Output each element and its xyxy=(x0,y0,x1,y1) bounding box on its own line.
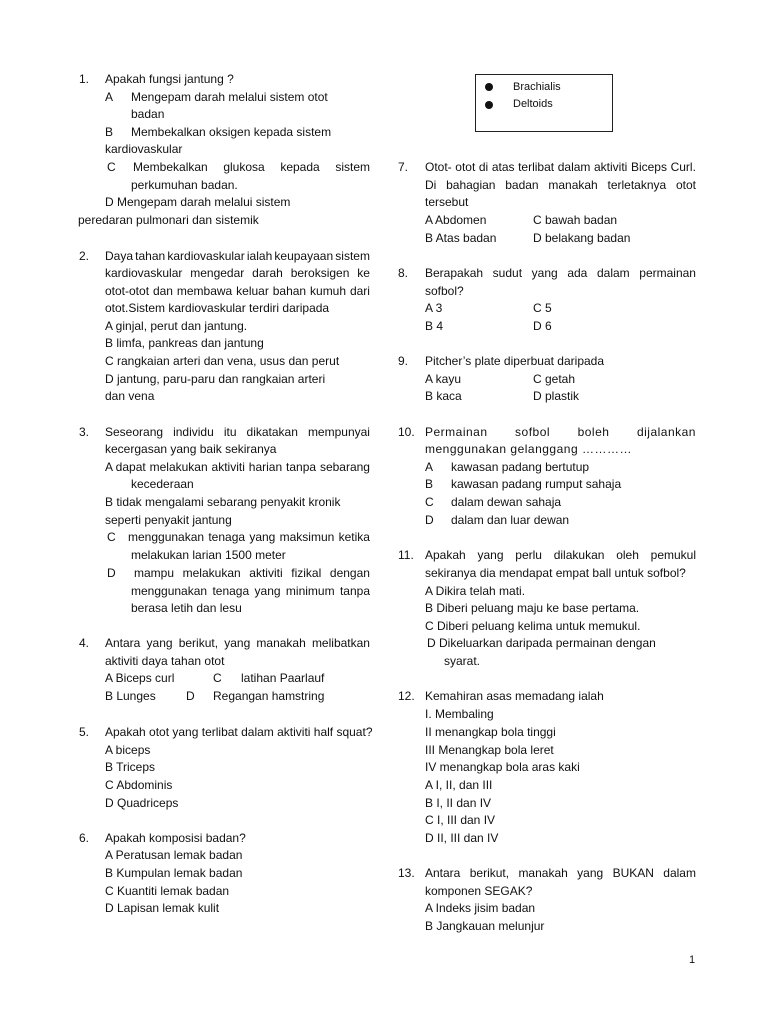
option-a: A dapat melakukan aktiviti harian tanpa sebarang xyxy=(105,460,370,474)
question-text-line-3: tersebut xyxy=(425,195,469,209)
option-b: B I, II dan IV xyxy=(425,796,492,810)
option-a: A I, II, dan III xyxy=(425,778,493,792)
muscle-list-box xyxy=(475,74,613,132)
question-number: 13. xyxy=(398,866,415,880)
option-a: kawasan padang bertutup xyxy=(451,460,590,474)
option-b: kawasan padang rumput sahaja xyxy=(451,477,622,491)
question-text-line-3: otot-otot dan membawa keluar bahan kumuh dari xyxy=(105,284,370,298)
option-a: A 3 xyxy=(425,301,443,315)
option-b: Membekalkan oksigen kepada sistem xyxy=(131,125,332,139)
option-a: A Peratusan lemak badan xyxy=(105,848,243,862)
option-c: C I, III dan IV xyxy=(425,813,496,827)
option-c: C 5 xyxy=(533,301,552,315)
statement-ii: II menangkap bola tinggi xyxy=(425,725,556,739)
option-b: B Lunges xyxy=(105,689,156,703)
question-number: 5. xyxy=(79,725,90,739)
option-a: A ginjal, perut dan jantung. xyxy=(105,319,248,333)
option-d: Regangan hamstring xyxy=(213,689,325,703)
muscle-item: Deltoids xyxy=(513,98,553,110)
question-text-line-2: sekiranya dia mendapat empat ball untuk sofbol? xyxy=(425,566,686,580)
option-d: D jantung, paru-paru dan rangkaian arteri xyxy=(105,372,326,386)
option-b: B Jangkauan melunjur xyxy=(425,919,545,933)
bullet-icon xyxy=(485,101,493,109)
question-text: Pitcher’s plate diperbuat daripada xyxy=(425,354,605,368)
option-b: B Atas badan xyxy=(425,231,497,245)
option-letter: A xyxy=(105,90,114,104)
option-letter: C xyxy=(107,160,116,174)
question-number: 1. xyxy=(79,72,90,86)
option-a: Mengepam darah melalui sistem otot xyxy=(131,90,328,104)
option-letter: D xyxy=(107,566,116,580)
option-a: A biceps xyxy=(105,743,151,757)
question-text-line-2: kecergasan yang baik sekiranya xyxy=(105,442,277,456)
option-letter: C xyxy=(213,671,222,685)
option-d: D II, III dan IV xyxy=(425,831,499,845)
question-text-line-2: komponen SEGAK? xyxy=(425,884,533,898)
option-a-continued: badan xyxy=(131,107,165,121)
option-a: A kayu xyxy=(425,372,462,386)
option-c: C Diberi peluang kelima untuk memukul. xyxy=(425,619,641,633)
question-text-line-2: menggunakan gelanggang ………… xyxy=(425,442,632,456)
question-text-line-2: sofbol? xyxy=(425,284,464,298)
option-a: A Abdomen xyxy=(425,213,487,227)
question-number: 12. xyxy=(398,689,415,703)
statement-i: I. Membaling xyxy=(425,707,494,721)
option-a-continued: kecederaan xyxy=(131,477,194,491)
option-d-continued-2: berasa letih dan lesu xyxy=(131,601,242,615)
option-letter: D xyxy=(186,689,195,703)
question-text-line-1: Antara yang berikut, yang manakah melibatkan xyxy=(105,636,370,650)
option-c: C bawah badan xyxy=(533,213,618,227)
option-c: menggunakan tenaga yang maksimun ketika xyxy=(128,530,370,544)
question-text-line-2: aktiviti daya tahan otot xyxy=(105,654,225,668)
question-number: 2. xyxy=(79,249,90,263)
option-c: C getah xyxy=(533,372,576,386)
option-letter: B xyxy=(425,477,434,491)
option-c: dalam dewan sahaja xyxy=(451,495,562,509)
option-d-continued: peredaran pulmonari dan sistemik xyxy=(78,213,259,227)
option-d-continued: menggunakan tenaga yang minimum tanpa xyxy=(131,584,370,598)
question-text-line-1: Daya tahan kardiovaskular ialah keupayaan sistem xyxy=(105,249,370,263)
option-d: mampu melakukan aktiviti fizikal dengan xyxy=(134,566,370,580)
option-letter: C xyxy=(425,495,434,509)
page-number: 1 xyxy=(689,954,696,966)
option-c: C rangkaian arteri dan vena, usus dan perut xyxy=(105,354,340,368)
bullet-icon xyxy=(485,83,493,91)
question-number: 4. xyxy=(79,636,90,650)
option-c: Membekalkan glukosa kepada sistem xyxy=(133,160,370,174)
option-d: D 6 xyxy=(533,319,552,333)
option-b: B tidak mengalami sebarang penyakit kronik xyxy=(105,495,341,509)
muscle-item: Brachialis xyxy=(513,81,561,93)
option-letter: D xyxy=(425,513,434,527)
option-b: B limfa, pankreas dan jantung xyxy=(105,336,264,350)
option-d: D plastik xyxy=(533,389,580,403)
option-d: D Mengepam darah melalui sistem xyxy=(105,195,291,209)
question-text: Apakah otot yang terlibat dalam aktiviti half squat? xyxy=(105,725,373,739)
question-text-line-1: Permainan sofbol boleh dijalankan xyxy=(425,425,696,439)
option-b: B Kumpulan lemak badan xyxy=(105,866,243,880)
option-c: C Kuantiti lemak badan xyxy=(105,884,230,898)
question-number: 6. xyxy=(79,831,90,845)
option-b-continued: seperti penyakit jantung xyxy=(105,513,232,527)
option-d: D Quadriceps xyxy=(105,796,179,810)
option-d: D belakang badan xyxy=(533,231,631,245)
option-a: A Dikira telah mati. xyxy=(425,584,526,598)
option-b: B Diberi peluang maju ke base pertama. xyxy=(425,601,640,615)
question-text-line-1: Apakah yang perlu dilakukan oleh pemukul xyxy=(425,548,696,562)
question-text-line-4: otot.Sistem kardiovaskular terdiri daripada xyxy=(105,301,330,315)
option-c: latihan Paarlauf xyxy=(241,671,325,685)
option-d-continued: dan vena xyxy=(105,389,155,403)
question-number: 8. xyxy=(398,266,409,280)
question-text-line-1: Otot- otot di atas terlibat dalam aktiviti Biceps Curl. xyxy=(425,160,696,174)
question-number: 11. xyxy=(398,548,414,562)
option-letter: A xyxy=(425,460,434,474)
question-number: 9. xyxy=(398,354,409,368)
question-text-line-1: Seseorang individu itu dikatakan mempunyai xyxy=(105,425,370,439)
option-d: D Dikeluarkan daripada permainan dengan xyxy=(427,636,656,650)
question-number: 3. xyxy=(79,425,90,439)
question-text-line-2: Di bahagian badan manakah terletaknya otot xyxy=(425,178,696,192)
statement-iii: III Menangkap bola leret xyxy=(425,743,554,757)
question-text-line-1: Berapakah sudut yang ada dalam permainan xyxy=(425,266,696,280)
option-b: B 4 xyxy=(425,319,444,333)
option-c-continued: perkumuhan badan. xyxy=(131,178,238,192)
option-d: dalam dan luar dewan xyxy=(451,513,570,527)
option-b-continued: kardiovaskular xyxy=(105,142,183,156)
option-a: A Biceps curl xyxy=(105,671,175,685)
question-text-line-1: Antara berikut, manakah yang BUKAN dalam xyxy=(425,866,696,880)
question-text: Apakah komposisi badan? xyxy=(105,831,246,845)
option-d: D Lapisan lemak kulit xyxy=(105,901,220,915)
question-number: 10. xyxy=(398,425,415,439)
option-c-continued: melakukan larian 1500 meter xyxy=(131,548,286,562)
option-c: C Abdominis xyxy=(105,778,173,792)
option-letter: B xyxy=(105,125,114,139)
question-text-line-2: kardiovaskular mengedar darah beroksigen ke xyxy=(105,266,370,280)
option-b: B kaca xyxy=(425,389,462,403)
option-letter: C xyxy=(107,530,116,544)
option-b: B Triceps xyxy=(105,760,156,774)
option-d-continued: syarat. xyxy=(444,654,481,668)
statement-iv: IV menangkap bola aras kaki xyxy=(425,760,580,774)
question-text: Kemahiran asas memadang ialah xyxy=(425,689,604,703)
option-a: A Indeks jisim badan xyxy=(425,901,536,915)
question-text: Apakah fungsi jantung ? xyxy=(105,72,234,86)
question-number: 7. xyxy=(398,160,409,174)
